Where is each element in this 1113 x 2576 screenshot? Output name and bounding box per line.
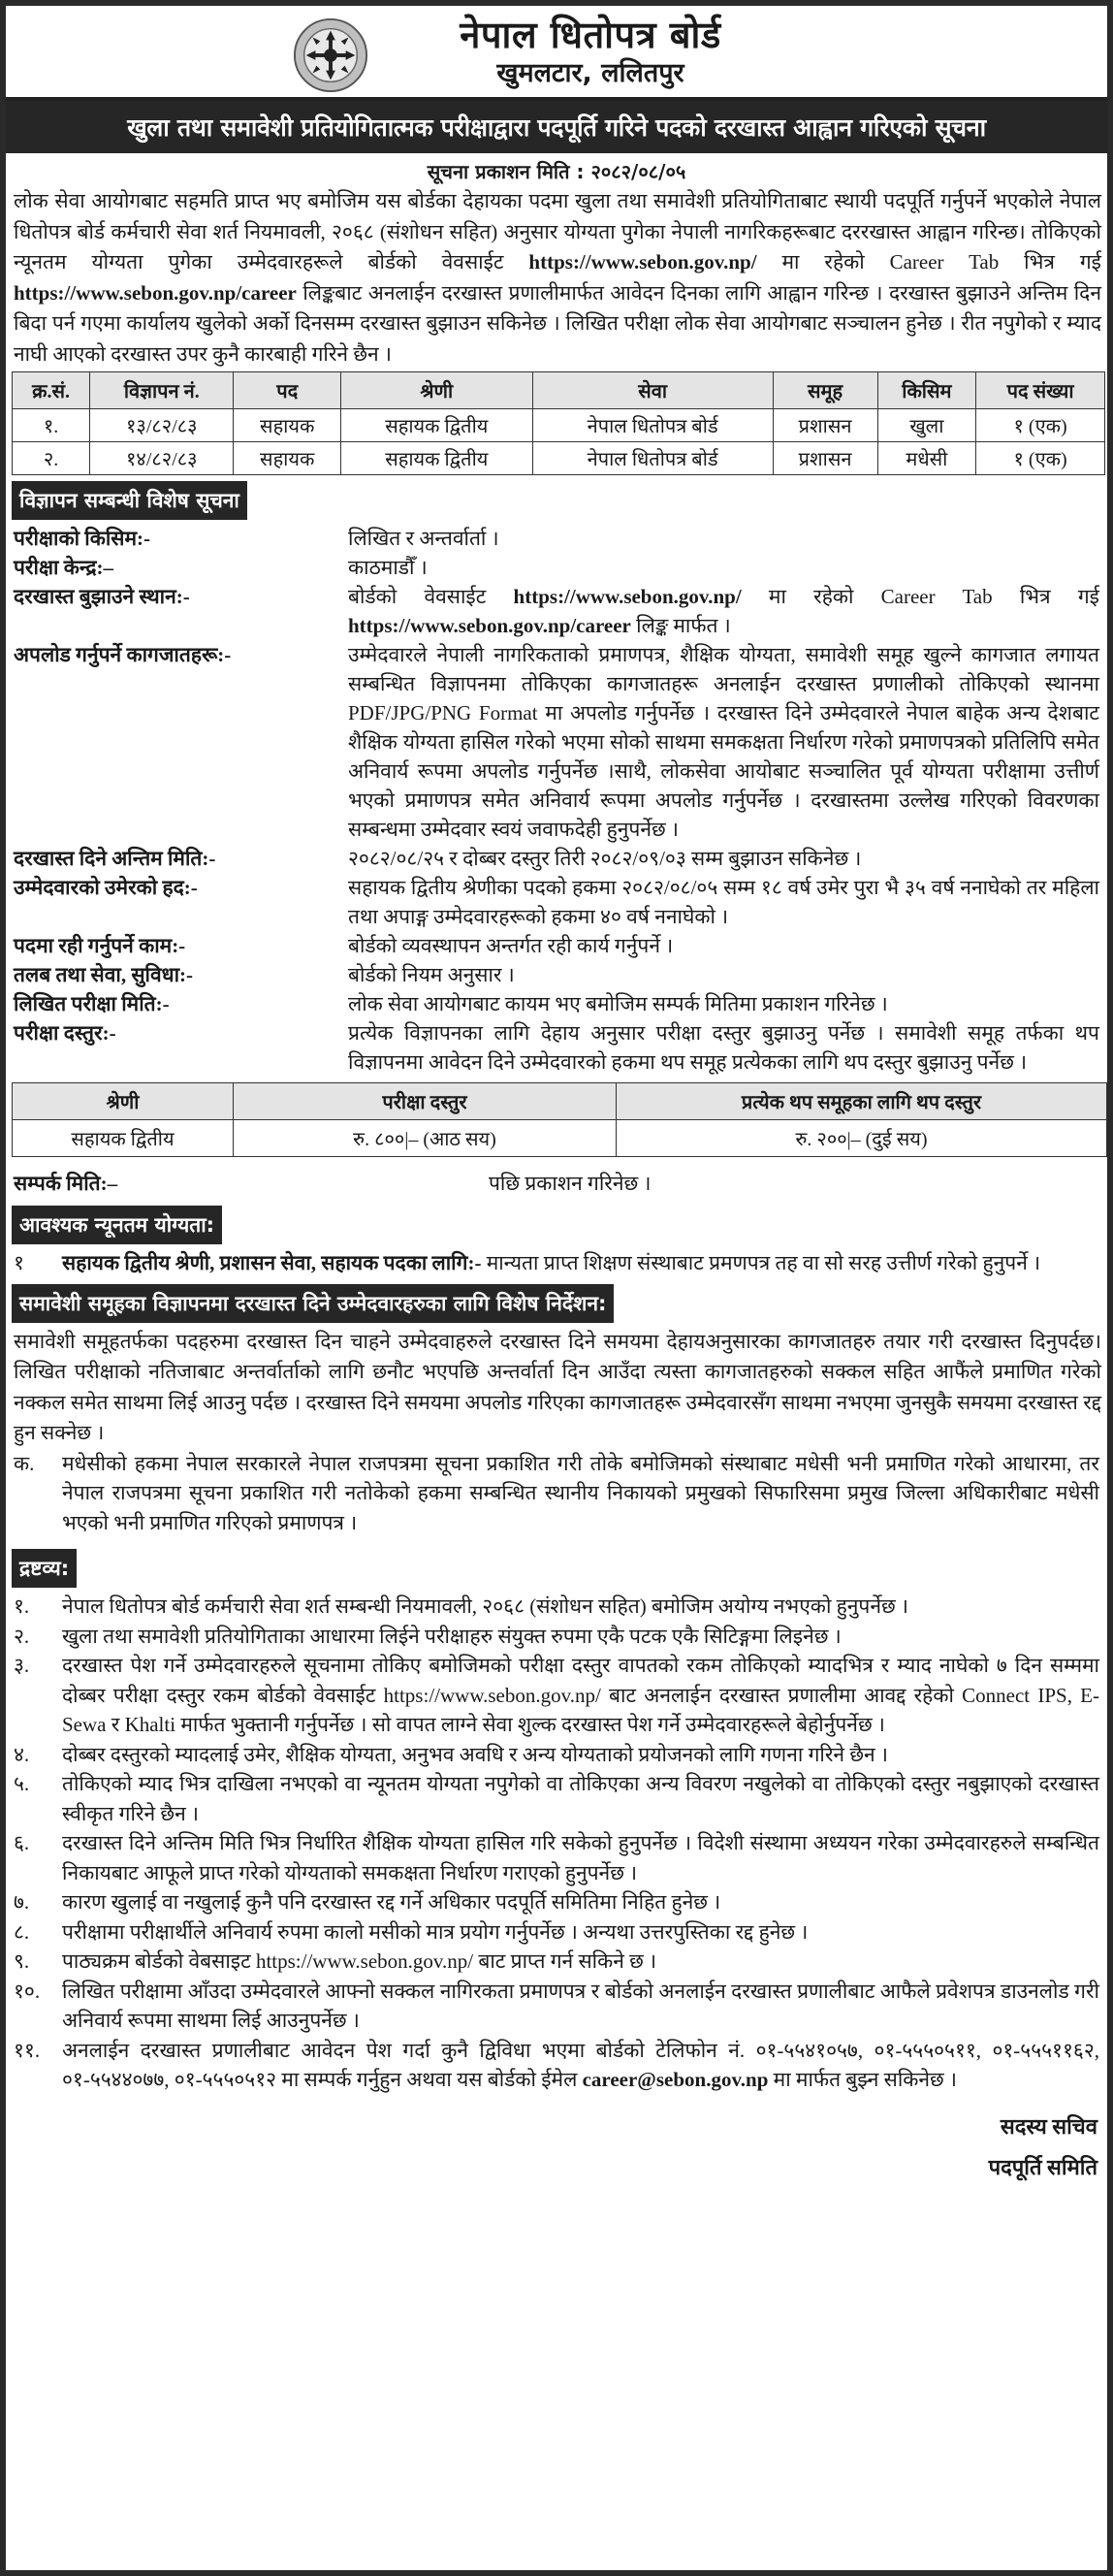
text: लिङ्क मार्फत । [630, 614, 731, 637]
exam-fee-label: परीक्षा दस्तुर:- [14, 1021, 116, 1045]
last-date-label: दरखास्त दिने अन्तिम मिति:- [14, 847, 216, 870]
col-sn: क्र.सं. [13, 372, 90, 409]
written-exam-date-row [6, 989, 1107, 1018]
col-ad-no: विज्ञापन नं. [90, 372, 234, 409]
contact-date-value: पछि प्रकाशन गरिनेछ । [489, 1172, 652, 1195]
col-group: समूह [773, 372, 877, 409]
submission-place-value [348, 582, 1099, 640]
intro-paragraph [6, 186, 1107, 370]
exam-center-row [6, 553, 1107, 582]
cell: रु. २००|– (दुई सय) [617, 1120, 1107, 1157]
item-number: २. [14, 1624, 30, 1648]
upload-docs-row [6, 640, 1107, 844]
col-post: पद [234, 372, 341, 409]
item-text: मधेसीको हकमा नेपाल सरकारले नेपाल राजपत्रमा सूचना प्रकाशित गरी तोके बमोजिमको संस्थाबाट मधेसी भनी प्रमाणित गरेको आधारमा, तर नेपाल राजपत्रमा सूचना प्रकाशित गरी नतोकेको हकमा सम्बन्धित स्थानीय निकायको प्रमुखको सिफारिसमा प्रमुख जिल्ला अधिकारीबाट मधेसी भएको भनी प्रमाणित गरिएको प्रमाणपत्र । [62, 1451, 1099, 1534]
exam-type-label: परीक्षाको किसिम:- [14, 527, 151, 550]
item-text: लिखित परीक्षामा आँउदा उम्मेदवारले आफ्नो सक्कल नागिरकता प्रमाणपत्र र बोर्डको अनलाईन दरखास्त प्रणालीबाट आफैले प्रवेशपत्र डाउनलोड गरी अनिवार्य रूपमा साथमा लिई आउनुपर्नेछ । [62, 1979, 1099, 2032]
item-bold: सहायक द्वितीय श्रेणी, प्रशासन सेवा, सहायक पदका लागि:- [62, 1251, 482, 1274]
contact-date-label: सम्पर्क मिति:– [14, 1172, 118, 1195]
item-text: दरखास्त दिने अन्तिम मिति भित्र निर्धारित शैक्षिक योग्यता हासिल गरि सकेको हुनुपर्नेछ । विदेशी संस्थामा अध्ययन गरेका उम्मेदवारहरुले सम्बन्धित निकायबाट आफूले प्राप्त गरेको योग्यताको समकक्षता निर्धारण गराएको हुनुपर्नेछ । [62, 1831, 1099, 1884]
list-item [14, 1947, 1099, 1977]
list-item [14, 1248, 1099, 1278]
salary-row [6, 960, 1107, 989]
fee-table-header [13, 1083, 1107, 1120]
cell: १ (एक) [976, 409, 1105, 442]
exam-center-label: परीक्षा केन्द्र:– [14, 556, 113, 579]
inclusive-instructions-list [6, 1449, 1107, 1538]
item-text [62, 1248, 1099, 1278]
notes-heading: द्रष्टव्य: [12, 1549, 77, 1588]
career-email-link[interactable]: career@sebon.gov.np [582, 2068, 769, 2091]
item-text: परीक्षामा परीक्षार्थीले अनिवार्य रुपमा कालो मसीको मात्र प्रयोग गर्नुपर्नेछ । अन्यथा उत्तरपुस्तिका रद्द हुनेछ । [62, 1919, 809, 1944]
cell: रु. ८००|– (आठ सय) [234, 1120, 617, 1157]
item-text: कारण खुलाई वा नखुलाई कुनै पनि दरखास्त रद्द गर्ने अधिकार पदपूर्ति समितिमा निहित हुनेछ । [62, 1890, 721, 1914]
sebon-career-link[interactable]: https://www.sebon.gov.np/career [348, 614, 631, 637]
age-limit-label: उम्मेदवारको उमेरको हद:- [14, 876, 198, 899]
upload-docs-value: उम्मेदवारले नेपाली नागरिकताको प्रमाणपत्र, शैक्षिक योग्यता, समावेशी समूह खुल्ने कागजात लगायत सम्बन्धित विज्ञापनमा तोकिएका कागजातहरू अनलाईन दरखास्त प्रणालीको तोकिएको स्थानमा PDF/JPG/PNG Format मा अपलोड गर्नुपर्नेछ । दरखास्त दिने उम्मेदवारले नेपाल बाहेक अन्य देशबाट शैक्षिक योग्यता हासिल गरेको भएमा सोको साथमा समकक्षता निर्धारण गरेको प्रमाणपत्रको प्रतिलिपि समेत अनिवार्य रूपमा अपलोड गर्नुपर्नेछ ।साथै, लोकसेवा आयोबाट सञ्चालित पूर्व योग्यता परीक्षामा उत्तीर्ण भएको प्रमाणपत्र समेत अनिवार्य रूपमा अपलोड गर्नुपर्नेछ । दरखास्तमा उल्लेख गरिएको विवरणका सम्बन्धमा उम्मेदवार स्वयं जवाफदेही हुनुपर्नेछ । [348, 643, 1099, 841]
intro-text-2: मा रहेको Career Tab भित्र गई [756, 250, 1101, 274]
list-item [14, 1828, 1099, 1887]
list-item [14, 1887, 1099, 1917]
cell: सहायक [234, 442, 341, 475]
list-item [14, 1449, 1099, 1538]
table-row [13, 1120, 1107, 1157]
posts-table [12, 371, 1105, 475]
inclusive-instructions-paragraph: समावेशी समूहतर्फका पदहरुमा दरखास्त दिन चाहने उम्मेदवाहरुले दरखास्त दिने समयमा देहायअनुसारका कागजातहरु तयार गरी दरखास्त दिनुपर्दछ। लिखित परीक्षाको नतिजाबाट अन्तर्वार्ताको लागि छनौट भएपछि अन्तर्वार्ता दिन आउँदा त्यस्ता कागजातहरुको सक्कल सहित आफैंले प्रमाणित गरेको नक्कल समेत साथमा लिई आउनु पर्दछ । दरखास्त दिने समयमा अपलोड गरिएका कागजातहरू उम्मेदवारसँग साथमा नभएमा जुनसुकै समयमा दरखास्त रद्द हुन सक्नेछ । [14, 1329, 1101, 1444]
sebon-website-link[interactable]: https://www.sebon.gov.np/ [513, 585, 742, 608]
duties-value: बोर्डको व्यवस्थापन अन्तर्गत रही कार्य गर्नुपर्ने । [348, 934, 674, 957]
contact-date-row [6, 1167, 1107, 1200]
item-number: १. [14, 1594, 30, 1618]
item-number: १०. [14, 1979, 41, 2003]
fee-table [12, 1082, 1107, 1157]
item-rest: मान्यता प्राप्त शिक्षण संस्थाबाट प्रमणपत्र तह वा सो सरह उत्तीर्ण गरेको हुनुपर्ने । [481, 1251, 1041, 1274]
duties-row [6, 931, 1107, 960]
signature-committee: पदपूर्ति समिति [988, 2154, 1097, 2179]
item-text: नेपाल धितोपत्र बोर्ड कर्मचारी सेवा शर्त सम्बन्धी नियमावली, २०६८ (संशोधन सहित) बमोजिम अयोग्य नभएको हुनुपर्नेछ । [62, 1594, 908, 1618]
item-number: ११. [14, 2038, 41, 2062]
item-number: ९. [14, 1949, 30, 1973]
col-exam-fee: परीक्षा दस्तुर [234, 1083, 617, 1120]
item-text: तोकिएको म्याद भित्र दाखिला नभएको वा न्यूनतम योग्यता नपुगेको वा तोकिएका अन्य विवरण नखुलेको वा तोकिएको दस्तुर नबुझाएको दरखास्त स्वीकृत गरिने छैन । [62, 1772, 1099, 1825]
item-text: दरखास्त पेश गर्ने उम्मेदवारहरुले सूचनामा तोकिए बमोजिमको परीक्षा दस्तुर वापतको रकम तोकिएको म्यादभित्र र म्याद नाघेको ७ दिन सम्ममा दोब्बर परीक्षा दस्तुर रकम बोर्डको वेवसाईट https://www.sebon.gov.np/ बाट अनलाईन दरखास्त प्रणालीमा आवद्द रहेको Connect IPS, E-Sewa र Khalti मार्फत भुक्तानी गर्नुपर्नेछ । सो वापत लाग्ने सेवा शुल्क दरखास्त पेश गर्ने उम्मेदवारहरूले बेहोर्नुपर्नेछ । [62, 1654, 1099, 1736]
list-item [14, 1622, 1099, 1652]
item-text [62, 2036, 1099, 2095]
cell: नेपाल धितोपत्र बोर्ड [532, 409, 773, 442]
text: बोर्डको वेवसाईट [348, 585, 514, 608]
age-limit-value: सहायक द्वितीय श्रेणीका पदको हकमा २०८२/०८/०५ सम्म १८ वर्ष उमेर पुरा भै ३५ वर्ष ननाघेको तर महिला तथा अपाङ्ग उम्मेदवारहरूको हकमा ४० वर्ष ननाघेको । [348, 876, 1099, 928]
exam-fee-row [6, 1018, 1107, 1077]
age-limit-row [6, 873, 1107, 931]
inclusive-instructions-heading: समावेशी समूहका विज्ञापनमा दरखास्त दिने उम्मेदवारहरुका लागि विशेष निर्देशन: [12, 1284, 614, 1323]
list-item [14, 2036, 1099, 2095]
cell: प्रशासन [773, 409, 877, 442]
duties-label: पदमा रही गर्नुपर्ने काम:- [14, 934, 186, 957]
cell: मधेसी [877, 442, 976, 475]
cell: सहायक द्वितीय [340, 442, 532, 475]
min-qualification-heading: आवश्यक न्यूनतम योग्यता: [12, 1206, 222, 1244]
cell: सहायक द्वितीय [340, 409, 532, 442]
item-number: ७. [14, 1890, 30, 1914]
item-number: ५. [14, 1772, 30, 1795]
cell: १३/८२/८३ [90, 409, 234, 442]
publication-date-label: सूचना प्रकाशन मिति : [427, 160, 585, 183]
table-row [13, 442, 1105, 475]
posts-table-header [13, 372, 1105, 409]
exam-type-row [6, 524, 1107, 553]
col-additional-fee: प्रत्येक थप समूहका लागि थप दस्तुर [617, 1083, 1107, 1120]
exam-type-value: लिखित र अन्तर्वार्ता । [348, 527, 499, 550]
list-item [14, 1740, 1099, 1770]
upload-docs-label: अपलोड गर्नुपर्ने कागजातहरू:- [14, 643, 232, 666]
submission-place-label: दरखास्त बुझाउने स्थान:- [14, 585, 190, 608]
notes-list [6, 1592, 1107, 2095]
notice-title: खुला तथा समावेशी प्रतियोगितात्मक परीक्षाद्वारा पदपूर्ति गरिने पदको दरखास्त आह्वान गरिएको सूचना [6, 101, 1107, 153]
col-level: श्रेणी [13, 1083, 234, 1120]
item-number: ८. [14, 1919, 30, 1944]
cell: सहायक द्वितीय [13, 1120, 234, 1157]
list-item [14, 1769, 1099, 1828]
item-number: ३. [14, 1654, 30, 1677]
signature-title: सदस्य सचिव [1000, 2113, 1097, 2139]
cell: सहायक [234, 409, 341, 442]
special-notice-heading: विज्ञापन सम्बन्धी विशेष सूचना [12, 481, 247, 520]
text: मा रहेको Career Tab भित्र गई [741, 585, 1099, 608]
col-level: श्रेणी [340, 372, 532, 409]
exam-fee-value: प्रत्येक विज्ञापनका लागि देहाय अनुसार परीक्षा दस्तुर बुझाउनु पर्नेछ । समावेशी समूह तर्फका थप विज्ञापनमा आवेदन दिने उम्मेदवारको हकमा थप समूह प्रत्येकका लागि थप दस्तुर बुझाउनु पर्नेछ । [348, 1021, 1099, 1074]
cell: १ (एक) [976, 442, 1105, 475]
cell: प्रशासन [773, 442, 877, 475]
list-item [14, 1651, 1099, 1740]
salary-label: तलब तथा सेवा, सुविधा:- [14, 963, 193, 986]
list-item [14, 1917, 1099, 1948]
exam-center-value: काठमाडौँ । [348, 556, 428, 579]
list-item [14, 1977, 1099, 2036]
item-number: ६. [14, 1831, 30, 1854]
salary-value: बोर्डको नियम अनुसार । [348, 963, 515, 986]
item-number: ४. [14, 1742, 30, 1766]
item-number: क. [14, 1451, 35, 1475]
cell: खुला [877, 409, 976, 442]
written-exam-date-label: लिखित परीक्षा मिति:- [14, 992, 170, 1015]
written-exam-date-value: लोक सेवा आयोगबाट कायम भए बमोजिम सम्पर्क मितिमा प्रकाशन गरिनेछ । [348, 992, 888, 1015]
intro-text-1: लोक सेवा आयोगबाट सहमति प्राप्त भए बमोजिम यस बोर्डका देहायका पदमा खुला तथा समावेशी प्रतियोगिताबाट स्थायी पदपूर्ति गर्नुपर्ने भएकोले नेपाल धितोपत्र बोर्ड कर्मचारी सेवा शर्त नियमावली, २०६८ (संशोधन सहित) अनुसार योग्यता पुगेका नेपाली नागरिकहरूबाट दररखास्त आह्वान गरिन्छ। तोकिएको न्यूनतम योग्यता पुगेका उम्मेदवारहरूले बोर्डको वेवसाईट [14, 189, 1101, 274]
intro-text-3: लिङ्कबाट अनलाईन दरखास्त प्रणालीमार्फत आवेदन दिनका लागि आह्वान गरिन्छ । दरखास्त बुझाउने अन्तिम दिन बिदा पर्न गएमा कार्यालय खुलेको अर्को दिनसम्म दरखास्त बुझाउन सकिनेछ । लिखित परीक्षा लोक सेवा आयोगबाट सञ्चालन हुनेछ । रीत नपुगेको र म्याद नाघी आएको दरखास्त उपर कुनै कारबाही गरिने छैन । [14, 280, 1101, 366]
sebon-emblem-icon [293, 17, 368, 93]
submission-place-row [6, 582, 1107, 640]
last-date-value: २०८२/०८/२५ र दोब्बर दस्तुर तिरी २०८२/०९/०३ सम्म बुझाउन सकिनेछ । [348, 847, 862, 870]
table-row [13, 409, 1105, 442]
cell: नेपाल धितोपत्र बोर्ड [532, 442, 773, 475]
item-text: दोब्बर दस्तुरको म्यादलाई उमेर, शैक्षिक योग्यता, अनुभव अवधि र अन्य योग्यताको प्रयोजनको लागि गणना गरिने छैन । [62, 1742, 888, 1766]
text: मा मार्फत बुझ्न सकिनेछ । [768, 2068, 957, 2091]
min-qualification-list [6, 1248, 1107, 1278]
sebon-website-link[interactable]: https://www.sebon.gov.np/ [528, 250, 757, 274]
notice-header [6, 6, 1107, 101]
publication-date-value: २०८२/०८/०५ [590, 160, 686, 183]
org-block [460, 13, 720, 90]
signature-block [6, 2107, 1107, 2188]
item-text: पाठ्यक्रम बोर्डको वेबसाइट https://www.sebon.gov.np/ बाट प्राप्त गर्न सकिने छ । [62, 1949, 657, 1973]
org-name: नेपाल धितोपत्र बोर्ड [460, 14, 721, 56]
list-item [14, 1592, 1099, 1622]
cell: २. [13, 442, 90, 475]
cell: १४/८२/८३ [90, 442, 234, 475]
text: अनलाईन दरखास्त प्रणालीबाट आवेदन पेश गर्दा कुनै द्विविधा भएमा बोर्डको टेलिफोन नं. ०१-५५४१०५७, ०१-५५५०५११, ०१-५५५११६२, ०१-५५४४०७७, ०१-५५५०५१२ मा सम्पर्क गर्नुहुन अथवा यस बोर्डको ईमेल [62, 2038, 1099, 2091]
col-service: सेवा [532, 372, 773, 409]
sebon-career-link[interactable]: https://www.sebon.gov.np/career [14, 280, 297, 305]
publication-date [6, 157, 1107, 186]
last-date-row [6, 844, 1107, 873]
col-type: किसिम [877, 372, 976, 409]
item-number: १ [14, 1251, 24, 1274]
item-text: खुला तथा समावेशी प्रतियोगिताका आधारमा लिईने परीक्षाहरु संयुक्त रुपमा एकै पटक एकै सिटिङ्गमा लिइनेछ । [62, 1624, 842, 1648]
org-address: खुमलटार, ललितपुर [496, 58, 684, 88]
col-count: पद संख्या [976, 372, 1105, 409]
cell: १. [13, 409, 90, 442]
